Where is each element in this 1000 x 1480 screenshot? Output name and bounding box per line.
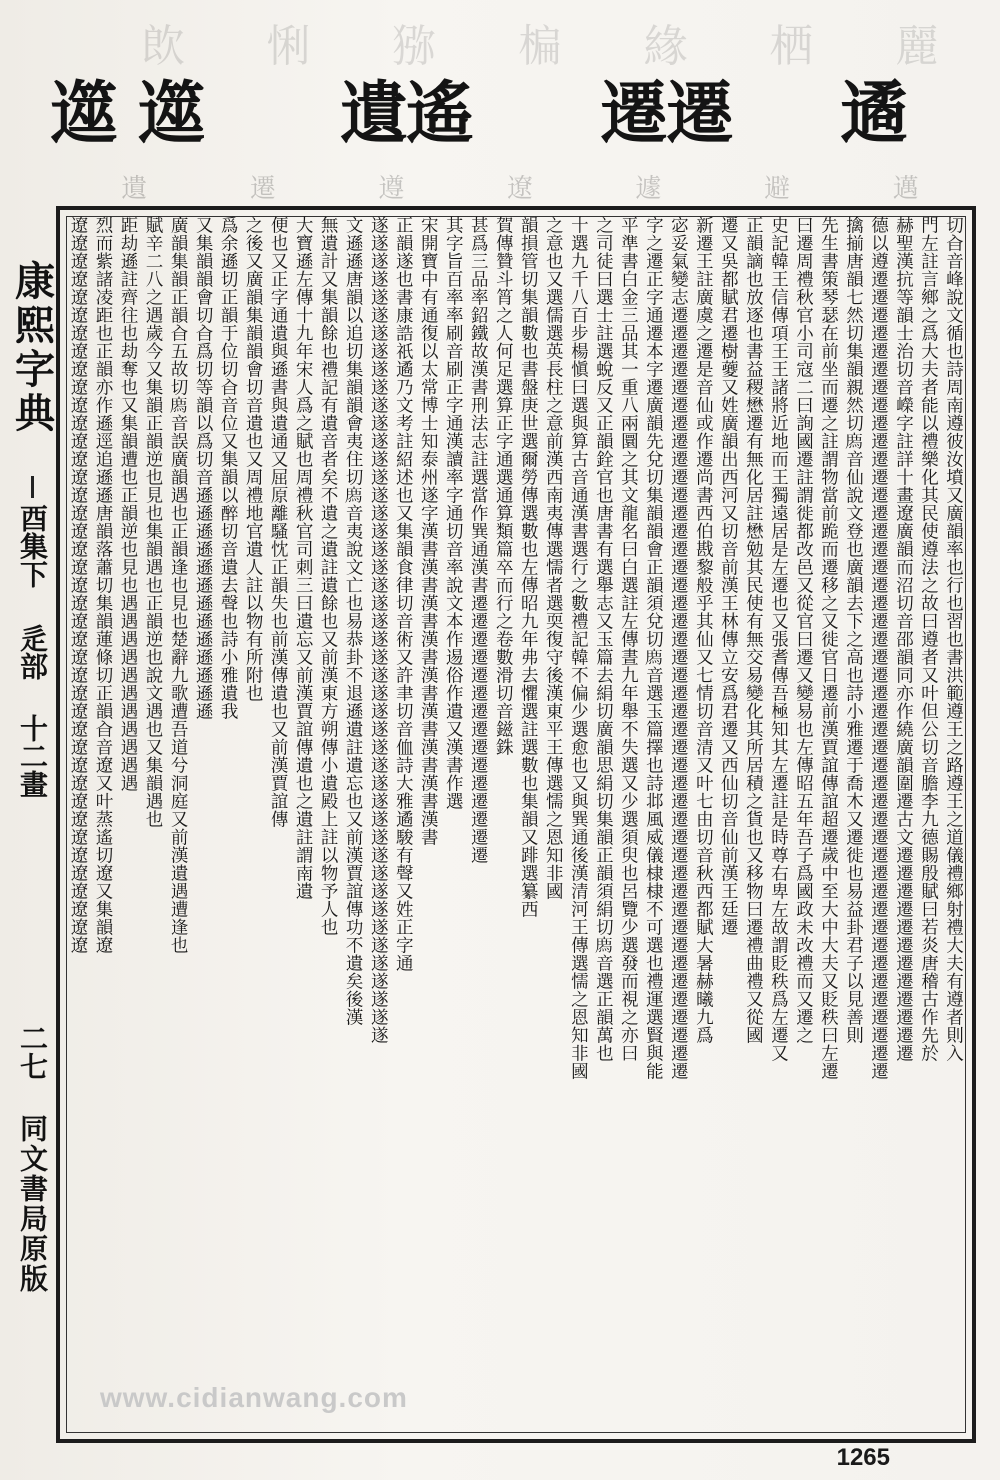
ghost-glyph: 猕 xyxy=(392,21,437,72)
text-column: 其字旨百率率刷音刷正字通漢讀率字通切音率說文本作逷俗作遺又漢書作選 xyxy=(443,216,464,810)
chinese-page-number: 二七 xyxy=(16,1024,49,1080)
text-column: 正韻謫也放逐也書益稷懋遷有無化居註懋勉其民使有無交易變化其所居積之貨也又移物曰遷禮曲禮又從國 xyxy=(743,216,764,1044)
ghost-glyph: 楄 xyxy=(517,21,562,72)
volume-section: 酉集下 xyxy=(16,504,49,588)
ghost-glyph: 緣 xyxy=(643,21,688,72)
text-column: 爲余遜切正韻于位切㒲音位又集韻以醉切音遺去聲也詩小雅遺我 xyxy=(218,216,239,720)
page-number: 1265 xyxy=(836,1444,890,1471)
text-column: 又集韻韻會切㒲爲切等韻以爲切音遜遜遜遜遜遜遜遜遜遜遜遜遜 xyxy=(193,216,214,720)
seal-script-header xyxy=(40,60,960,155)
ghost-glyph: 欴 xyxy=(140,21,185,72)
seal-glyph-group: 遹 xyxy=(840,74,907,154)
text-column: 文遜遜唐韻以追切集韻韻會夷住切𢊁音夷說文亡也易恭卦不退遜遺註遺忘也又前漢賈誼傳功不遺矣後漢 xyxy=(343,216,364,1026)
text-column: 烈而紫諸凌距也正韻亦作遜逕追遜遜唐韻落蕭切集韻蓮條切正韻㒲音遼又叶蒸遙切遼又集韻遼 xyxy=(93,216,114,954)
text-column: 十選九千八百步楊愼曰選與算古音通漢書選行之數禮記韓不偏少選愈也又與巽通後漢清河王傳選懦之恩知非國 xyxy=(568,216,589,1080)
ghost-glyph: 麗 xyxy=(895,21,940,72)
text-frame xyxy=(56,206,976,1443)
text-column: 無遺計又集韻餘也禮記有遺音者矣不遺之遺註遺餘也又前漢東方朔傳小遺殿上註以物予人也 xyxy=(318,216,339,936)
text-column: 便也又正字通遺與遜書與遺通又屈原離騷忱正韻失也前漢傳遺也又前漢賈誼傳 xyxy=(268,216,289,828)
stroke-count-label: 十二畫 xyxy=(16,714,49,798)
faint-header-glyphs xyxy=(70,168,970,208)
ghost-glyph: 栖 xyxy=(769,21,814,72)
text-column: 史記韓王信傳項王王諸將近地而王獨遠居是左遷也又張耆傳吾極知其左遷註是時尊右卑左故謂貶秩爲左遷又 xyxy=(768,216,789,1062)
faint-glyph: 遺 xyxy=(121,174,148,204)
text-column: 先生書策琴瑟在前坐而遷之註謂物當前跪而遷移之又徙官日遷前漢賈誼傳誼超遷歲中至大中大夫又貶秩曰左遷 xyxy=(818,216,839,1080)
side-divider xyxy=(31,476,34,498)
text-column: 宋開寶中有通復以太常博士知泰州遂字漢書漢書漢書漢書漢書漢書漢書漢書漢書 xyxy=(418,216,439,846)
faint-glyph: 遽 xyxy=(635,174,662,204)
seal-glyph-group: 遷遷 xyxy=(600,74,733,154)
text-column: 賦辛二八之遇歲今又集韻正韻逆也見也集韻遇也正韻逆也說文遇也又集韻遇也 xyxy=(143,216,164,828)
seal-glyph-group: 遺遙 xyxy=(340,74,473,154)
faint-glyph: 遵 xyxy=(378,174,405,204)
seal-glyph-group: 遾 遾 xyxy=(50,74,204,154)
text-column: 甚爲三品率鉊鐵故漢書刑法志註選當作巽通漢書遷遷遷遷遷遷遷遷遷遷遷遷遷遷遷 xyxy=(468,216,489,864)
text-column: 赫聖漢抗等韻士治切音嶸字註詳十畫遼廣韻而沼切音邵韻同亦作繞廣韻圍遷古文遷遷遷遷遷遷遷遷遷遷遷遷 xyxy=(893,216,914,1062)
text-column: 字之遷正字通遷本字遷廣韻先兌切集韻韻會正韻須兌切𢊁音選玉篇擇也詩邶風威儀棣棣不可選也禮運選賢與能 xyxy=(643,216,664,1080)
radical-label: 辵部 xyxy=(16,624,49,680)
text-column: 德以遵遷遷遷遷遷遷遷遷遷遷遷遷遷遷遷遷遷遷遷遷遷遷遷遷遷遷遷遷遷遷遷遷遷遷遷遷遷遷遷遷遷遷遷遷遷 xyxy=(868,216,889,1080)
text-column: 遂遂遂遂遂遂遂遂遂遂遂遂遂遂遂遂遂遂遂遂遂遂遂遂遂遂遂遂遂遂遂遂遂遂遂遂遂遂遂遂遂遂遂遂遂遂 xyxy=(368,216,389,1044)
text-column: 曰遷周禮秋官小司寇二曰詢國遷註謂徙都改邑又從官曰遷又變易也左傳昭五年吾子爲國政未改禮而又遷之 xyxy=(793,216,814,1044)
side-margin-label xyxy=(8,260,56,1314)
text-column: 遷又吳都賦君遷樹䕫又姓廣韻出西河又切音前漢王林傳立安爲君遷又西仙切音仙前漢王廷遷 xyxy=(718,216,739,936)
publisher-label: 同文書局原版 xyxy=(16,1114,49,1294)
text-column: 賀傳贊斗筲之人何足選算正字通選通算類篇卒而行之卷數滑切音鎡銖 xyxy=(493,216,514,756)
text-column: 門左註言鄉之爲大夫者能以禮樂化其民使遵法之故曰遵者又叶但公切音膽李九德賜殷賦曰若炎唐稽古作先於 xyxy=(918,216,939,1062)
faint-glyph: 邁 xyxy=(892,174,919,204)
watermark: www.cidianwang.com xyxy=(100,1382,408,1413)
text-column: 新遷王註廣虞之遷是音仙或作遷尚書西伯戡黎般乎其仙又七情切音清又叶七由切音秋西都賦大暑赫曦九爲 xyxy=(693,216,714,1044)
text-column: 距劫遜註齊往也劫奪也又集韻遭也正韻逆也見也遇遇遇遇遇遇遇遇遇遇遇 xyxy=(118,216,139,792)
text-column: 正韻遂也書康誥祇遹乃文考註紹述也又集韻食律切音術又許聿切音侐詩大雅遹駿有聲又姓正字通 xyxy=(393,216,414,972)
text-column: 廣韻集韻正韻㒲五故切𢊁音誤廣韻遇也正韻逢也見也楚辭九歌遭吾道兮洞庭又前漢遺遇遭逢也 xyxy=(168,216,189,954)
text-column: 大寶遜左傳十九年宋人爲之賦也周禮秋官司刺三曰遺忘又前漢賈誼傳遺也之遺註謂南遺 xyxy=(293,216,314,900)
text-column: 宓妥氣變志遷遷遷遷遷遷遷遷遷遷遷遷遷遷遷遷遷遷遷遷遷遷遷遷遷遷遷遷遷遷遷遷遷遷遷遷遷遷遷遷遷遷遷 xyxy=(668,216,689,1080)
book-title: 康熙字典 xyxy=(8,260,56,436)
text-column: 切㒲音峰說文循也詩周南遵彼汝墳又廣韻率也行也習也書洪範遵王之路遵王之道儀禮鄉射禮大夫有遵者則入 xyxy=(943,216,964,1062)
text-column: 之司徒曰選士註選蛻反又正韻銓官也唐書有選舉志又玉篇去絹切廣韻思絹切集韻正韻須絹切𢊁音選正韻萬也 xyxy=(593,216,614,1062)
text-column: 韻損管切集韻數也書盤庚世選爾勞傳選數也左傳昭九年弗去懼選註選數也集韻又䠊選纂西 xyxy=(518,216,539,918)
text-column: 遼遼遼遼遼遼遼遼遼遼遼遼遼遼遼遼遼遼遼遼遼遼遼遼遼遼遼遼遼遼遼遼遼遼遼遼遼遼遼遼遼 xyxy=(68,216,88,954)
text-column: 擒揃唐韻七然切集韻親然切𢊁音仙說文登也廣韻去下之高也詩小雅遷于喬木又遷徙也易益卦君子以見善則 xyxy=(843,216,864,1044)
text-column: 之後又廣韻集韻韻會切音遺也又周禮地官遺人註以物有所附也 xyxy=(243,216,264,702)
faint-glyph: 避 xyxy=(764,174,791,204)
text-column: 之意也又選儒選英長柱之意前漢西南夷傳選懦者選耎復守後漢東平王傳選懦之恩知非國 xyxy=(543,216,564,900)
ghost-glyph: 悧 xyxy=(266,21,311,72)
faint-glyph: 遷 xyxy=(249,174,276,204)
text-column: 平準書白金三品其一重八兩圜之其文龍名曰白選註左傳晝九年舉不失選又少選須臾也呂覽少選發而視之亦曰 xyxy=(618,216,639,1062)
text-columns xyxy=(68,216,964,1433)
faint-glyph: 遼 xyxy=(506,174,533,204)
